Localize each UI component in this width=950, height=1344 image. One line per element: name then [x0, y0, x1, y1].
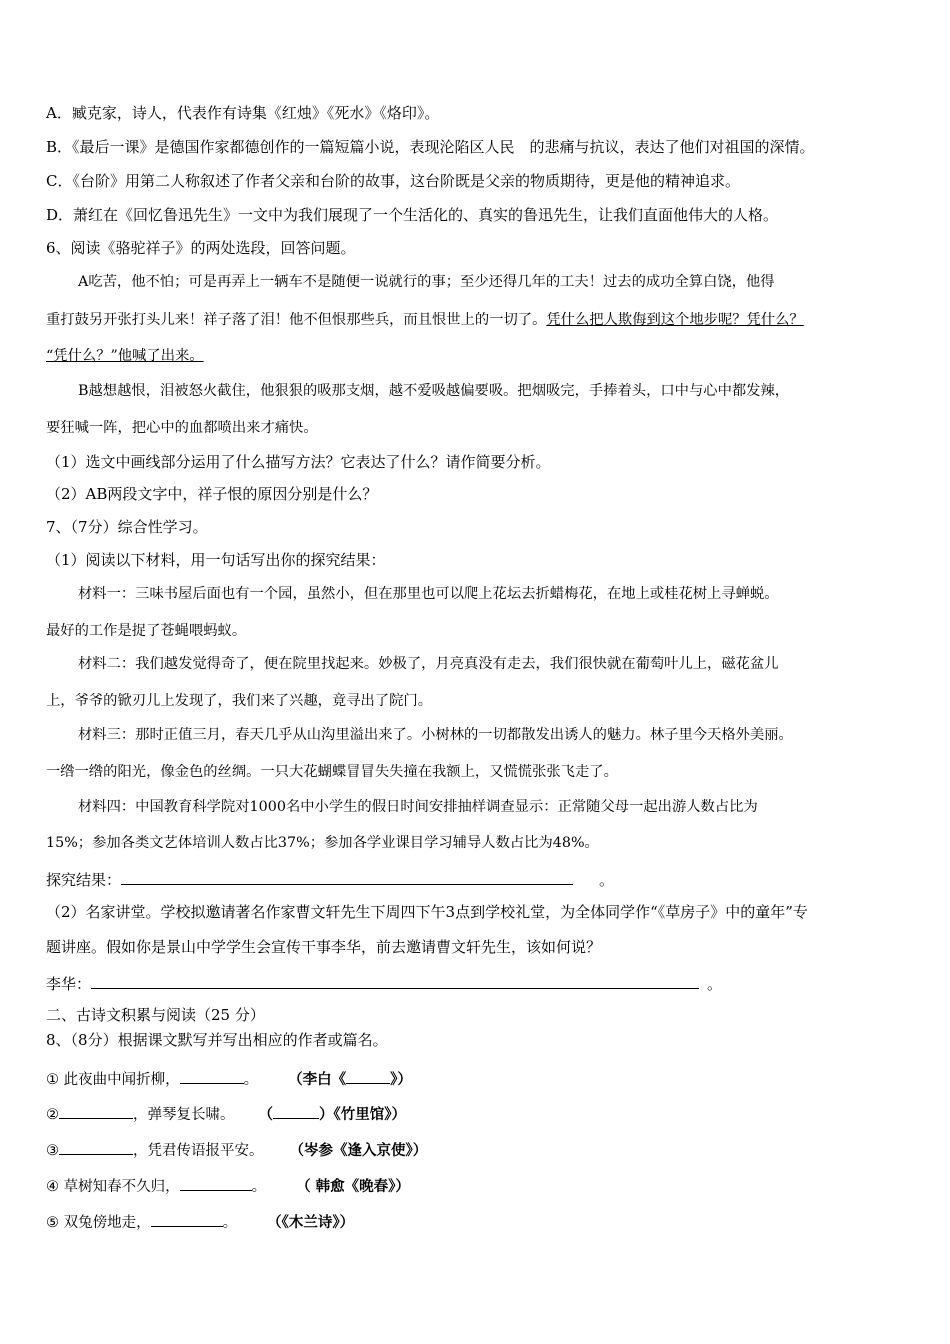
q7-sub2-line2: 题讲座。假如你是景山中学学生会宣传干事李华，前去邀请曹文轩先生，该如何说？ [46, 938, 602, 956]
q8-item-4-end: 。 [251, 1179, 267, 1195]
material-2-line1: 材料二：我们越发觉得奇了，便在院里找起来。妙极了，月亮真没有走去，我们很快就在葡萄叶儿上，磁花盆儿 [78, 656, 779, 672]
q8-item-2-blank[interactable] [59, 1102, 133, 1119]
material-3-line2: 一绺一绺的阳光，像金色的丝绸。一只大花蝴蝶冒冒失失撞在我额上，又慌慌张张飞走了。 [46, 764, 618, 780]
q6-passage-b-line2: 要狂喊一阵，把心中的血都喷出来才痛快。 [46, 420, 318, 436]
q7-lihua-line [46, 972, 722, 994]
q8-item-2 [46, 1102, 406, 1125]
result-label: 探究结果： [46, 871, 122, 889]
q8-item-1-end: 。 [243, 1072, 259, 1088]
q8-item-4 [46, 1174, 410, 1197]
q8-item-1-blank[interactable] [180, 1067, 244, 1084]
section-2-title: 二、古诗文积累与阅读（25 分） [46, 1006, 265, 1024]
q8-title: 8、（8分）根据课文默写并写出相应的作者或篇名。 [46, 1031, 388, 1049]
q8-item-1-text: ① 此夜曲中闻折柳， [46, 1072, 180, 1088]
q7-sub2-line1: （2）名家讲堂。学校拟邀请著名作家曹文轩先生下周四下午3点到学校礼堂，为全体同学作“《草房子》中的童年”专 [46, 903, 808, 921]
q8-item-1-note [288, 1072, 412, 1088]
result-answer-blank[interactable] [121, 868, 573, 885]
option-d: D．萧红在《回忆鲁迅先生》一文中为我们展现了一个生活化的、真实的鲁迅先生，让我们直面他伟大的人格。 [46, 206, 779, 224]
q6-underlined-text-1: 凭什么把人欺侮到这个地步呢？凭什么？ [546, 312, 804, 328]
q7-result-line [46, 868, 614, 890]
q6-passage-b-line1: B越想越恨，泪被怒火截住，他狠狠的吸那支烟，越不爱吸越偏要吸。把烟吸完，手捧着头，口中与心中都发辣， [78, 383, 790, 399]
lihua-label: 李华： [46, 975, 92, 993]
q8-item-2-num: ② [46, 1107, 59, 1123]
q6-sub2: （2）AB两段文字中，祥子恨的原因分别是什么？ [46, 485, 378, 503]
q8-item-5-blank[interactable] [151, 1210, 223, 1227]
q7-sub1: （1）阅读以下材料，用一句话写出你的探究结果： [46, 551, 386, 569]
material-4-line2: 15%；参加各类文艺体培训人数占比37%；参加各学业课目学习辅导人数占比为48%。 [46, 835, 599, 851]
q6-passage-a-plain: 重打鼓另开张打头儿来！祥子落了泪！他不但恨那些兵，而且恨世上的一切了。 [46, 312, 547, 328]
q6-title: 6、阅读《骆驼祥子》的两处选段，回答问题。 [46, 239, 356, 257]
q8-item-1-note-post: 》） [390, 1072, 412, 1088]
q8-item-5 [46, 1210, 354, 1233]
q8-item-3-note: （岑参《逢入京使》） [289, 1143, 428, 1159]
q8-item-4-blank[interactable] [180, 1174, 252, 1191]
result-end: 。 [599, 871, 615, 889]
q8-item-5-note: （《木兰诗》） [267, 1215, 355, 1231]
q8-item-3 [46, 1138, 427, 1161]
lihua-answer-blank[interactable] [91, 972, 699, 989]
lihua-end: 。 [707, 975, 723, 993]
q8-item-5-end: 。 [222, 1215, 238, 1231]
q8-item-4-text: ④ 草树知春不久归， [46, 1179, 180, 1195]
material-3-line1: 材料三：那时正值三月，春天几乎从山沟里溢出来了。小树林的一切都散发出诱人的魅力。林子里今天格外美丽。 [78, 727, 793, 743]
option-b: B．《最后一课》是德国作家都德创作的一篇短篇小说，表现沦陷区人民 的悲痛与抗议，表达了他们对祖国的深情。 [46, 138, 815, 156]
q8-item-2-note [259, 1107, 407, 1123]
q6-underlined-text-2: “凭什么？”他喊了出来。 [46, 348, 204, 364]
option-c: C．《台阶》用第二人称叙述了作者父亲和台阶的故事，这台阶既是父亲的物质期待，更是他的精神追求。 [46, 172, 740, 190]
q6-passage-a-line3 [46, 346, 204, 366]
q8-item-1-note-pre: （李白《 [288, 1072, 347, 1088]
option-a: A．臧克家，诗人，代表作有诗集《红烛》《死水》《烙印》。 [46, 104, 440, 122]
q8-item-2-note-pre: （ [258, 1107, 273, 1123]
material-2-line2: 上，爷爷的锨刃儿上发现了，我们来了兴趣，竟寻出了院门。 [46, 693, 433, 709]
q7-title: 7、（7分）综合性学习。 [46, 518, 208, 536]
q6-sub1: （1）选文中画线部分运用了什么描写方法？它表达了什么？请作简要分析。 [46, 453, 551, 471]
q6-passage-a-line2 [46, 310, 804, 330]
q8-item-1 [46, 1067, 412, 1090]
q8-item-2-note-post: ）《竹里馆》） [319, 1107, 406, 1123]
q8-item-4-note: （ 韩愈《晚春》） [296, 1179, 410, 1195]
material-1-line2: 最好的工作是捉了苍蝇喂蚂蚁。 [46, 623, 247, 639]
q8-item-3-text: ，凭君传语报平安。 [133, 1143, 264, 1159]
material-1-line1: 材料一：三味书屋后面也有一个园，虽然小，但在那里也可以爬上花坛去折蜡梅花，在地上或桂花树上寻蝉蜕。 [78, 586, 779, 602]
q8-item-3-num: ③ [46, 1143, 59, 1159]
q8-item-1-title-blank[interactable] [346, 1067, 390, 1084]
q8-item-5-text: ⑤ 双兔傍地走， [46, 1215, 151, 1231]
q8-item-2-text: ，弹琴复长啸。 [133, 1107, 235, 1123]
q8-item-3-blank[interactable] [59, 1138, 133, 1155]
q6-passage-a-line1: A吃苦，他不怕；可是再弄上一辆车不是随便一说就行的事；至少还得几年的工夫！过去的成功全算白饶，他得 [78, 274, 775, 290]
q8-item-2-author-blank[interactable] [273, 1102, 319, 1119]
material-4-line1: 材料四：中国教育科学院对1000名中小学生的假日时间安排抽样调查显示：正常随父母一起出游人数占比为 [78, 799, 758, 815]
